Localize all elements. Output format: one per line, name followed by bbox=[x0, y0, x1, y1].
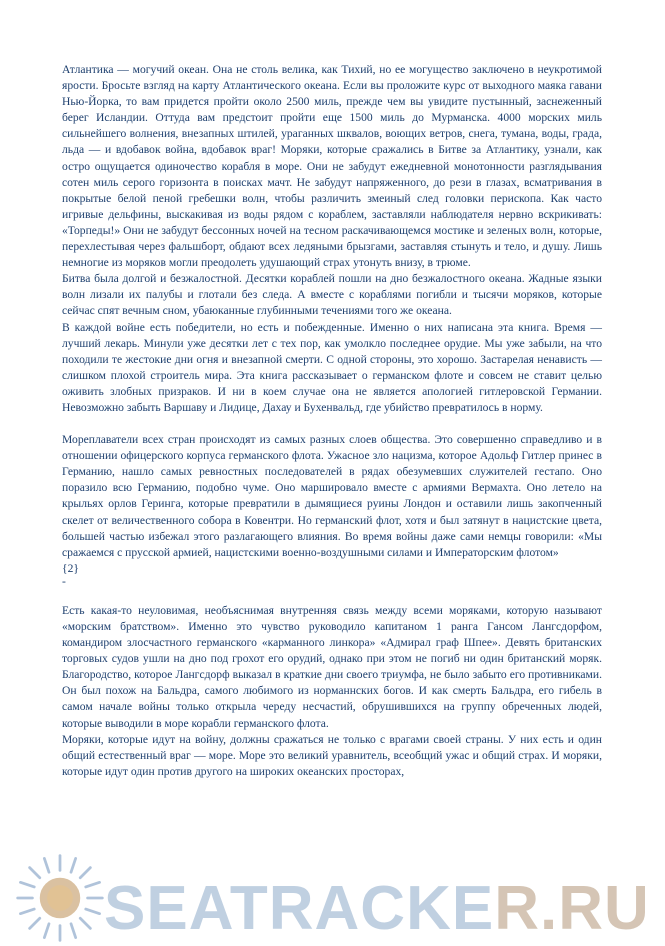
watermark-text bbox=[104, 874, 650, 943]
paragraph: В каждой войне есть победители, но есть и побежденные. Именно о них написана эта книга. Время — лучший лекарь. Минули уже десятки лет с тех пор, как умолкло последнее орудие. Мы уже забыли, на что походили те жестокие дни огня и внезапной смерти. С одной стороны, это хорошо. Застарелая ненависть — слишком плохой строитель мира. Эта книга рассказывает о германском флоте и совсем не ставит целью оживить злобных призраков. И ни в коем случае она не является апологией гитлеровской Германии. Невозможно забыть Варшаву и Лидице, Дахау и Бухенвальд, где убийство превратилось в норму. bbox=[62, 320, 605, 414]
paragraph: Моряки, которые идут на войну, должны сражаться не только с врагами своей страны. У них есть и один общий естественный враг — море. Море это великий уравнитель, всеобщий ужас и общий страх. И моряки, которые идут один против другого на широких океанских просторах, bbox=[62, 732, 605, 778]
watermark-text-accent: R.RU bbox=[494, 874, 650, 943]
paragraph: Атлантика — могучий океан. Она не столь велика, как Тихий, но ее могущество заключено в неукротимой ярости. Бросьте взгляд на карту Атлантического океана. Если вы проложите курс от выходного маяка гавани Нью-Йорка, то вам придется пройти около 2500 миль, прежде чем вы увидите пустынный, заснеженный берег Исландии. Оттуда вам предстоит пройти еще 1500 миль до Мурманска. 4000 морских миль сильнейшего волнения, внезапных штилей, ураганных шквалов, воющих ветров, снега, тумана, воды, града, льда — и вдобавок война, вдобавок враг! Моряки, которые сражались в Битве за Атлантику, узнали, как остро ощущается одиночество корабля в море. Они не забудут ежедневной монотонности разглядывания сотен миль серого горизонта в поисках мачт. Не забудут напряженного, до рези в глазах, всматривания в покрытые белой пеной гребешки волн, чтобы различить змеиный след головки перископа. Как часто игривые дельфины, выскакивая из воды рядом с кораблем, заставляли наблюдателя нервно вскрикивать: «Торпеды!» Они не забудут бессонных ночей на тесном раскачивающемся мостике и зеленых волн, которые, перехлестывая через фальшборт, обдают всех ледяными брызгами, заставляя стынуть и тело, и душу. Лишь немногие из моряков могли преодолеть удушающий страх утонуть внизу, в трюме. bbox=[62, 63, 605, 270]
document-text-column bbox=[62, 62, 605, 780]
paragraph: Битва была долгой и безжалостной. Десятки кораблей пошли на дно безжалостного океана. Жадные языки волн лизали их палубы и глотали без следа. А вместе с кораблями погибли и тысячи моряков, которые сейчас спят вечным сном, убаюканные глубинными течениями того же океана. bbox=[62, 272, 605, 318]
stray-mark: - bbox=[62, 574, 66, 588]
paragraph: Есть какая-то неуловимая, необъяснимая внутренняя связь между всеми моряками, которую называют «морским братством». Именно это чувство руководило капитаном 1 ранга Гансом Лангсдорфом, командиром злосчастного германского «карманного линкора» «Адмирал граф Шпее». Девять британских торговых судов ушли на дно под грохот его орудий, однако при этом не погиб ни один британский моряк. Благородство, которое Лангсдорф выказал в краткие дни своего триумфа, не было забыто его противниками. Он был похож на Бальдра, самого любимого из норманнских богов. И как смерть Бальдра, его гибель в самом начале войны только открыла череду несчастий, обрушившихся на группу обреченных людей, которые выводили в море корабли германского флота. bbox=[62, 603, 605, 730]
paragraph: Мореплаватели всех стран происходят из самых разных слоев общества. Это совершенно справедливо и в отношении офицерского корпуса германского флота. Ужасное зло нацизма, которое Адольф Гитлер принес в Германию, нашло самых ревностных последователей в рядах обезумевших служителей гестапо. Оно поразило всю Германию, подобно чуме. Оно маршировало вместе с армиями Вермахта. Оно летело на крыльях орлов Геринга, которые превратили в дымящиеся руины Лондон и оставили лишь закопченный скелет от величественного собора в Ковентри. Но германский флот, хотя и был затянут в нацистские цвета, большей частью избежал этого разлагающего влияния. Во время войны даже сами немцы говорили: «Мы сражаемся с прусской армией, нацистскими военно-воздушными силами и Императорским флотом» bbox=[62, 433, 605, 559]
watermark-text-main: SEATRACKE bbox=[104, 874, 495, 943]
footnote-marker: {2} bbox=[62, 561, 79, 575]
watermark bbox=[0, 826, 665, 946]
sun-rays-icon bbox=[14, 852, 106, 944]
